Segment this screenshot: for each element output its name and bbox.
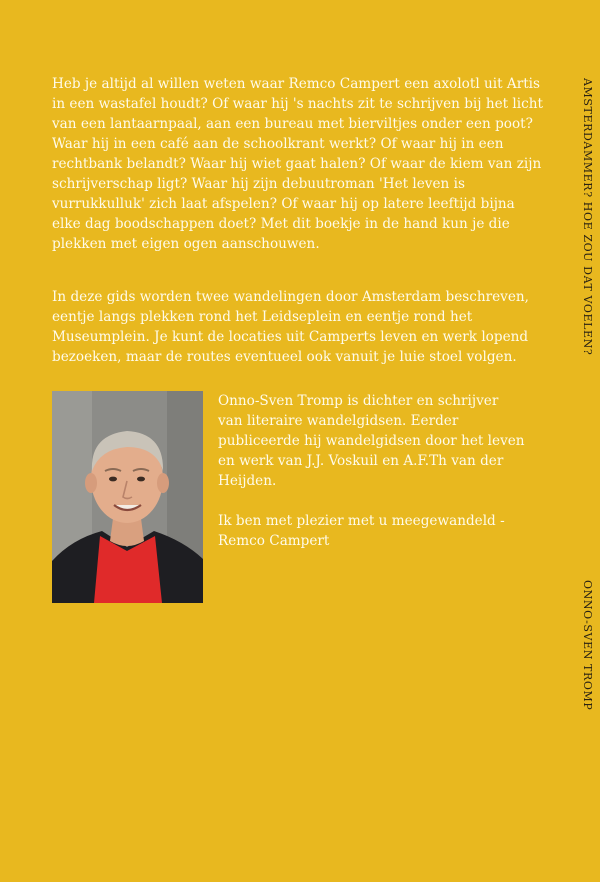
author-quote: Ik ben met plezier met u meegewandeld - Remco Campert [218, 513, 505, 549]
blurb-paragraph-1: Heb je altijd al willen weten waar Remco Campert een axolotl uit Artis in een wastafel houdt? Of waar hij 's nachts zit te schrijven bij het licht van een lantaarnpaal, aan een bureau met bierviltjes onder een poot? Waar hij in een café aan de schoolkrant werkt? Of waar hij in een rechtbank belandt? Waar hij wiet gaat halen? Of waar de kiem van zijn schrijverschap ligt? Waar hij zijn debuutroman 'Het leven is vurrukkulluk' zich laat afspelen? Of waar hij op latere leeftijd bijna elke dag boodschappen doet? Met dit boekje in de hand kun je die plekken met eigen ogen aanschouwen. [52, 76, 543, 252]
blurb-paragraph-2: In deze gids worden twee wandelingen door Amsterdam beschreven, eentje langs plekken rond het Leidseplein en eentje rond het Museumplein. Je kunt de locaties uit Camperts leven en werk lopend bezoeken, maar de routes eventueel ook vanuit je luie stoel volgen. [52, 289, 529, 365]
author-bio: Onno-Sven Tromp is dichter en schrijver van literaire wandelgidsen. Eerder publiceerde hij wandelgidsen door het leven en werk van J.J. Voskuil en A.F.Th van der Heijden. [218, 393, 525, 489]
spine-title: AMSTERDAMMER? HOE ZOU DAT VOELEN? [581, 78, 594, 356]
author-photo [52, 391, 203, 603]
spine-author: ONNO-SVEN TROMP [581, 580, 594, 711]
